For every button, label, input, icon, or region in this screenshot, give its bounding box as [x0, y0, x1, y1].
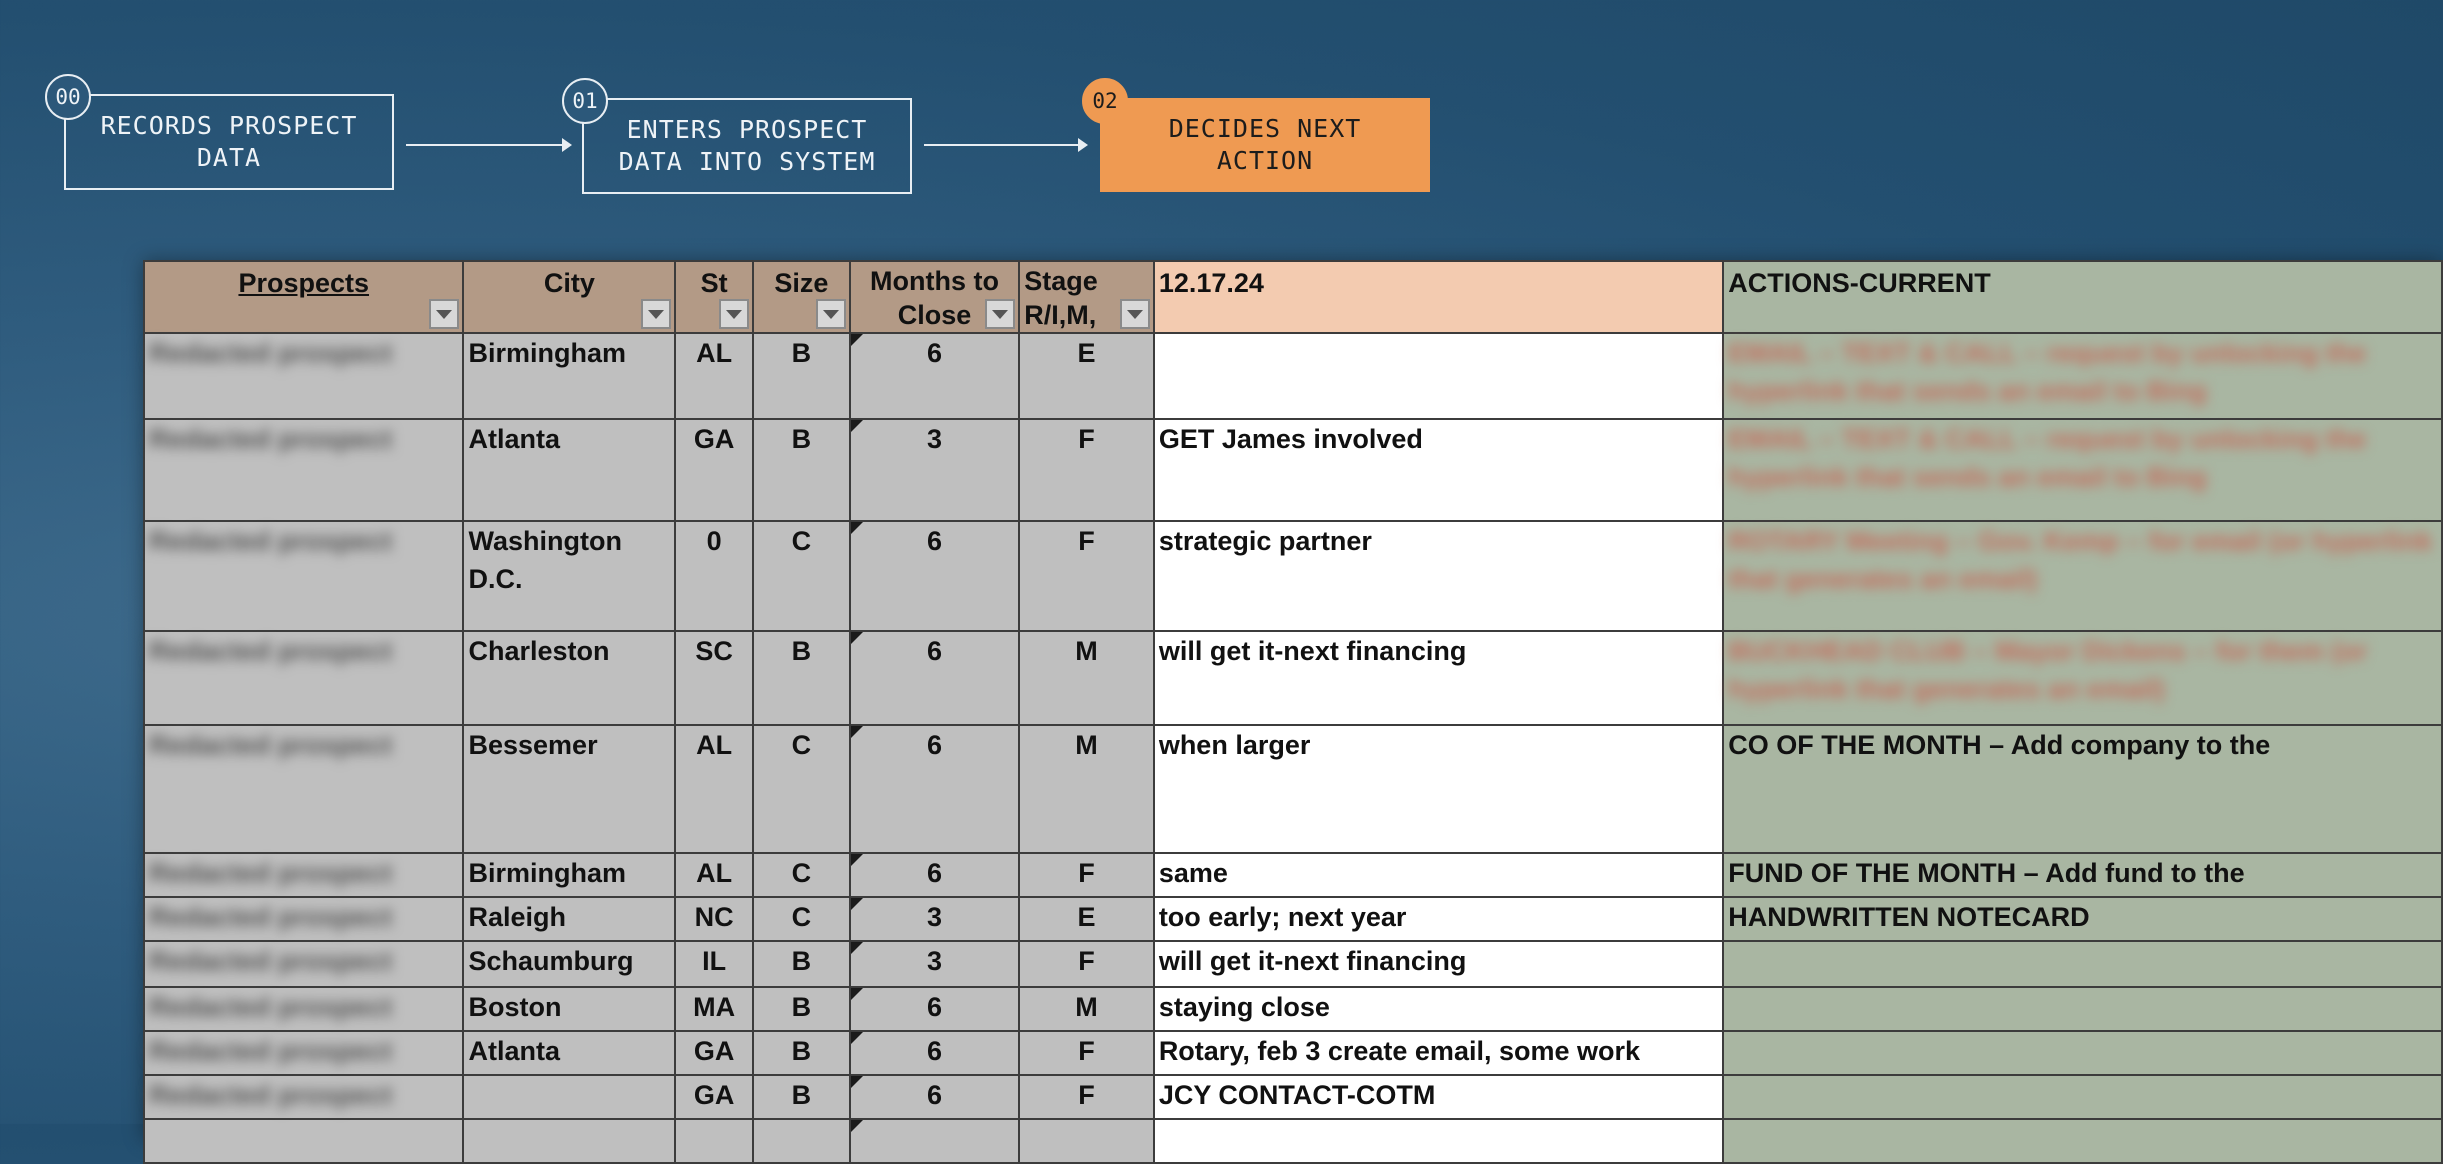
- table-row[interactable]: [144, 987, 2442, 1031]
- stage-cell[interactable]: F: [1019, 1031, 1154, 1075]
- months-cell[interactable]: 6: [850, 521, 1020, 631]
- action-text-redacted: ROTARY Meeting – Gov. Kemp – for email (or hyperlink that generates an email): [1728, 526, 2433, 594]
- city-cell[interactable]: [463, 1119, 675, 1163]
- header-label: Months to Close: [869, 266, 999, 330]
- months-cell[interactable]: 3: [850, 941, 1020, 987]
- state-cell[interactable]: AL: [675, 725, 753, 853]
- stage-cell[interactable]: F: [1019, 941, 1154, 987]
- table-row[interactable]: [144, 419, 2442, 521]
- size-cell[interactable]: C: [753, 521, 850, 631]
- action-cell[interactable]: [1723, 1119, 2442, 1163]
- prospect-name-redacted: Redacted prospect: [149, 992, 393, 1022]
- prospect-name-redacted: Redacted prospect: [149, 730, 393, 760]
- step-label: RECORDS PROSPECT DATA: [100, 111, 358, 172]
- header-label: St: [700, 268, 728, 298]
- stage-cell[interactable]: F: [1019, 1075, 1154, 1119]
- city-cell[interactable]: Birmingham: [463, 333, 675, 419]
- prospect-cell[interactable]: [144, 419, 463, 521]
- prospect-name-redacted: Redacted prospect: [149, 636, 393, 666]
- size-cell[interactable]: [753, 1119, 850, 1163]
- city-cell[interactable]: Atlanta: [463, 1031, 675, 1075]
- months-cell[interactable]: [850, 1119, 1020, 1163]
- note-cell[interactable]: [1154, 1119, 1723, 1163]
- action-cell[interactable]: [1723, 333, 2442, 419]
- prospect-cell[interactable]: [144, 987, 463, 1031]
- step-number-badge: 02: [1082, 78, 1128, 124]
- months-cell[interactable]: 3: [850, 897, 1020, 941]
- city-cell[interactable]: Schaumburg: [463, 941, 675, 987]
- action-cell[interactable]: HANDWRITTEN NOTECARD: [1723, 897, 2442, 941]
- stage-cell[interactable]: M: [1019, 631, 1154, 725]
- filter-dropdown-icon[interactable]: [641, 299, 671, 329]
- months-cell[interactable]: 6: [850, 333, 1020, 419]
- stage-cell[interactable]: [1019, 1119, 1154, 1163]
- step-label: ENTERS PROSPECT DATA INTO SYSTEM: [618, 115, 876, 176]
- prospect-cell[interactable]: [144, 897, 463, 941]
- table-row[interactable]: [144, 631, 2442, 725]
- stage-cell[interactable]: M: [1019, 725, 1154, 853]
- city-cell[interactable]: Raleigh: [463, 897, 675, 941]
- step-records-prospect-data: [64, 94, 394, 190]
- state-cell[interactable]: AL: [675, 333, 753, 419]
- prospect-name-redacted: Redacted prospect: [149, 526, 393, 556]
- col-header-date[interactable]: [1154, 261, 1723, 333]
- prospect-table: [143, 260, 2443, 1164]
- size-cell[interactable]: C: [753, 725, 850, 853]
- table-row[interactable]: [144, 333, 2442, 419]
- prospect-name-redacted: Redacted prospect: [149, 424, 393, 454]
- months-cell[interactable]: 3: [850, 419, 1020, 521]
- col-header-actions-current[interactable]: [1723, 261, 2442, 333]
- city-cell[interactable]: Bessemer: [463, 725, 675, 853]
- size-cell[interactable]: B: [753, 941, 850, 987]
- state-cell[interactable]: MA: [675, 987, 753, 1031]
- action-cell[interactable]: [1723, 631, 2442, 725]
- prospect-cell[interactable]: [144, 941, 463, 987]
- prospect-cell[interactable]: [144, 521, 463, 631]
- flow-arrow: [406, 144, 570, 146]
- action-text-redacted: EMAIL – TEXT & CALL – request by unlocking the hyperlink that sends an email to Bing: [1728, 338, 2367, 406]
- table-row[interactable]: [144, 897, 2442, 941]
- table-row[interactable]: [144, 941, 2442, 987]
- stage-cell[interactable]: F: [1019, 419, 1154, 521]
- prospect-cell[interactable]: [144, 333, 463, 419]
- action-cell[interactable]: [1723, 419, 2442, 521]
- city-cell[interactable]: Boston: [463, 987, 675, 1031]
- months-cell[interactable]: 6: [850, 853, 1020, 897]
- size-cell[interactable]: B: [753, 987, 850, 1031]
- stage-cell[interactable]: E: [1019, 333, 1154, 419]
- state-cell[interactable]: GA: [675, 419, 753, 521]
- state-cell[interactable]: IL: [675, 941, 753, 987]
- prospect-cell[interactable]: [144, 725, 463, 853]
- prospect-spreadsheet: [143, 260, 2443, 1140]
- step-number-badge: 00: [45, 74, 91, 120]
- size-cell[interactable]: B: [753, 419, 850, 521]
- col-header-stage[interactable]: [1019, 261, 1154, 333]
- step-decides-next-action: [1100, 98, 1430, 192]
- state-cell[interactable]: NC: [675, 897, 753, 941]
- action-cell[interactable]: [1723, 1075, 2442, 1119]
- step-label: DECIDES NEXT ACTION: [1168, 114, 1362, 175]
- months-cell[interactable]: 6: [850, 987, 1020, 1031]
- stage-cell[interactable]: F: [1019, 521, 1154, 631]
- months-cell[interactable]: 6: [850, 725, 1020, 853]
- note-cell[interactable]: GET James involved: [1154, 419, 1723, 521]
- table-row[interactable]: [144, 853, 2442, 897]
- stage-cell[interactable]: M: [1019, 987, 1154, 1031]
- col-header-size[interactable]: [753, 261, 850, 333]
- note-cell[interactable]: same: [1154, 853, 1723, 897]
- city-cell[interactable]: Washington D.C.: [463, 521, 675, 631]
- action-cell[interactable]: CO OF THE MONTH – Add company to the: [1723, 725, 2442, 853]
- prospect-cell[interactable]: [144, 1075, 463, 1119]
- note-cell[interactable]: when larger: [1154, 725, 1723, 853]
- prospect-cell[interactable]: [144, 1031, 463, 1075]
- size-cell[interactable]: B: [753, 1075, 850, 1119]
- note-cell[interactable]: will get it-next financing: [1154, 941, 1723, 987]
- header-label: City: [543, 268, 595, 298]
- state-cell[interactable]: [675, 1119, 753, 1163]
- months-cell[interactable]: 6: [850, 1031, 1020, 1075]
- step-enters-prospect-data: [582, 98, 912, 194]
- filter-dropdown-icon[interactable]: [1120, 299, 1150, 329]
- city-cell[interactable]: Atlanta: [463, 419, 675, 521]
- prospect-name-redacted: Redacted prospect: [149, 902, 393, 932]
- stage-cell[interactable]: F: [1019, 853, 1154, 897]
- note-cell[interactable]: strategic partner: [1154, 521, 1723, 631]
- table-row[interactable]: [144, 725, 2442, 853]
- action-cell[interactable]: [1723, 521, 2442, 631]
- size-cell[interactable]: C: [753, 897, 850, 941]
- city-cell[interactable]: [463, 1075, 675, 1119]
- note-cell[interactable]: too early; next year: [1154, 897, 1723, 941]
- header-row: [144, 261, 2442, 333]
- filter-dropdown-icon[interactable]: [816, 299, 846, 329]
- prospect-name-redacted: Redacted prospect: [149, 946, 393, 976]
- col-header-st[interactable]: [675, 261, 753, 333]
- note-cell[interactable]: JCY CONTACT-COTM: [1154, 1075, 1723, 1119]
- state-cell[interactable]: 0: [675, 521, 753, 631]
- header-label: 12.17.24: [1158, 268, 1264, 298]
- size-cell[interactable]: B: [753, 1031, 850, 1075]
- prospect-name-redacted: Redacted prospect: [149, 1036, 393, 1066]
- prospect-cell[interactable]: [144, 1119, 463, 1163]
- action-cell[interactable]: [1723, 987, 2442, 1031]
- prospect-name-redacted: Redacted prospect: [149, 338, 393, 368]
- prospect-name-redacted: Redacted prospect: [149, 858, 393, 888]
- table-row[interactable]: [144, 1031, 2442, 1075]
- header-label: Stage R/I,M,: [1024, 266, 1098, 330]
- note-cell[interactable]: staying close: [1154, 987, 1723, 1031]
- action-cell[interactable]: FUND OF THE MONTH – Add fund to the: [1723, 853, 2442, 897]
- city-cell[interactable]: Birmingham: [463, 853, 675, 897]
- step-number-badge: 01: [562, 78, 608, 124]
- months-cell[interactable]: 6: [850, 1075, 1020, 1119]
- action-text-redacted: BUCKHEAD CLUB – Mayor Dickens – for them (or hyperlink that generates an email): [1728, 636, 2368, 704]
- header-label: ACTIONS-CURRENT: [1728, 268, 1991, 298]
- size-cell[interactable]: C: [753, 853, 850, 897]
- size-cell[interactable]: B: [753, 631, 850, 725]
- action-text-redacted: EMAIL – TEXT & CALL – request by unlocking the hyperlink that sends an email to Bing: [1728, 424, 2367, 492]
- filter-dropdown-icon[interactable]: [429, 299, 459, 329]
- prospect-name-redacted: Redacted prospect: [149, 1080, 393, 1110]
- col-header-city[interactable]: [463, 261, 675, 333]
- header-label: Prospects: [238, 268, 370, 298]
- state-cell[interactable]: GA: [675, 1075, 753, 1119]
- table-row[interactable]: [144, 1119, 2442, 1163]
- table-row[interactable]: [144, 1075, 2442, 1119]
- action-cell[interactable]: [1723, 941, 2442, 987]
- state-cell[interactable]: SC: [675, 631, 753, 725]
- header-label: Size: [774, 268, 829, 298]
- note-cell[interactable]: Rotary, feb 3 create email, some work: [1154, 1031, 1723, 1075]
- city-cell[interactable]: Charleston: [463, 631, 675, 725]
- table-row[interactable]: [144, 521, 2442, 631]
- months-cell[interactable]: 6: [850, 631, 1020, 725]
- note-cell[interactable]: [1154, 333, 1723, 419]
- stage-cell[interactable]: E: [1019, 897, 1154, 941]
- state-cell[interactable]: AL: [675, 853, 753, 897]
- col-header-prospects[interactable]: [144, 261, 463, 333]
- prospect-cell[interactable]: [144, 853, 463, 897]
- filter-dropdown-icon[interactable]: [985, 299, 1015, 329]
- flow-arrow: [924, 144, 1086, 146]
- note-cell[interactable]: will get it-next financing: [1154, 631, 1723, 725]
- state-cell[interactable]: GA: [675, 1031, 753, 1075]
- action-cell[interactable]: [1723, 1031, 2442, 1075]
- filter-dropdown-icon[interactable]: [719, 299, 749, 329]
- prospect-cell[interactable]: [144, 631, 463, 725]
- size-cell[interactable]: B: [753, 333, 850, 419]
- col-header-months-to-close[interactable]: [850, 261, 1020, 333]
